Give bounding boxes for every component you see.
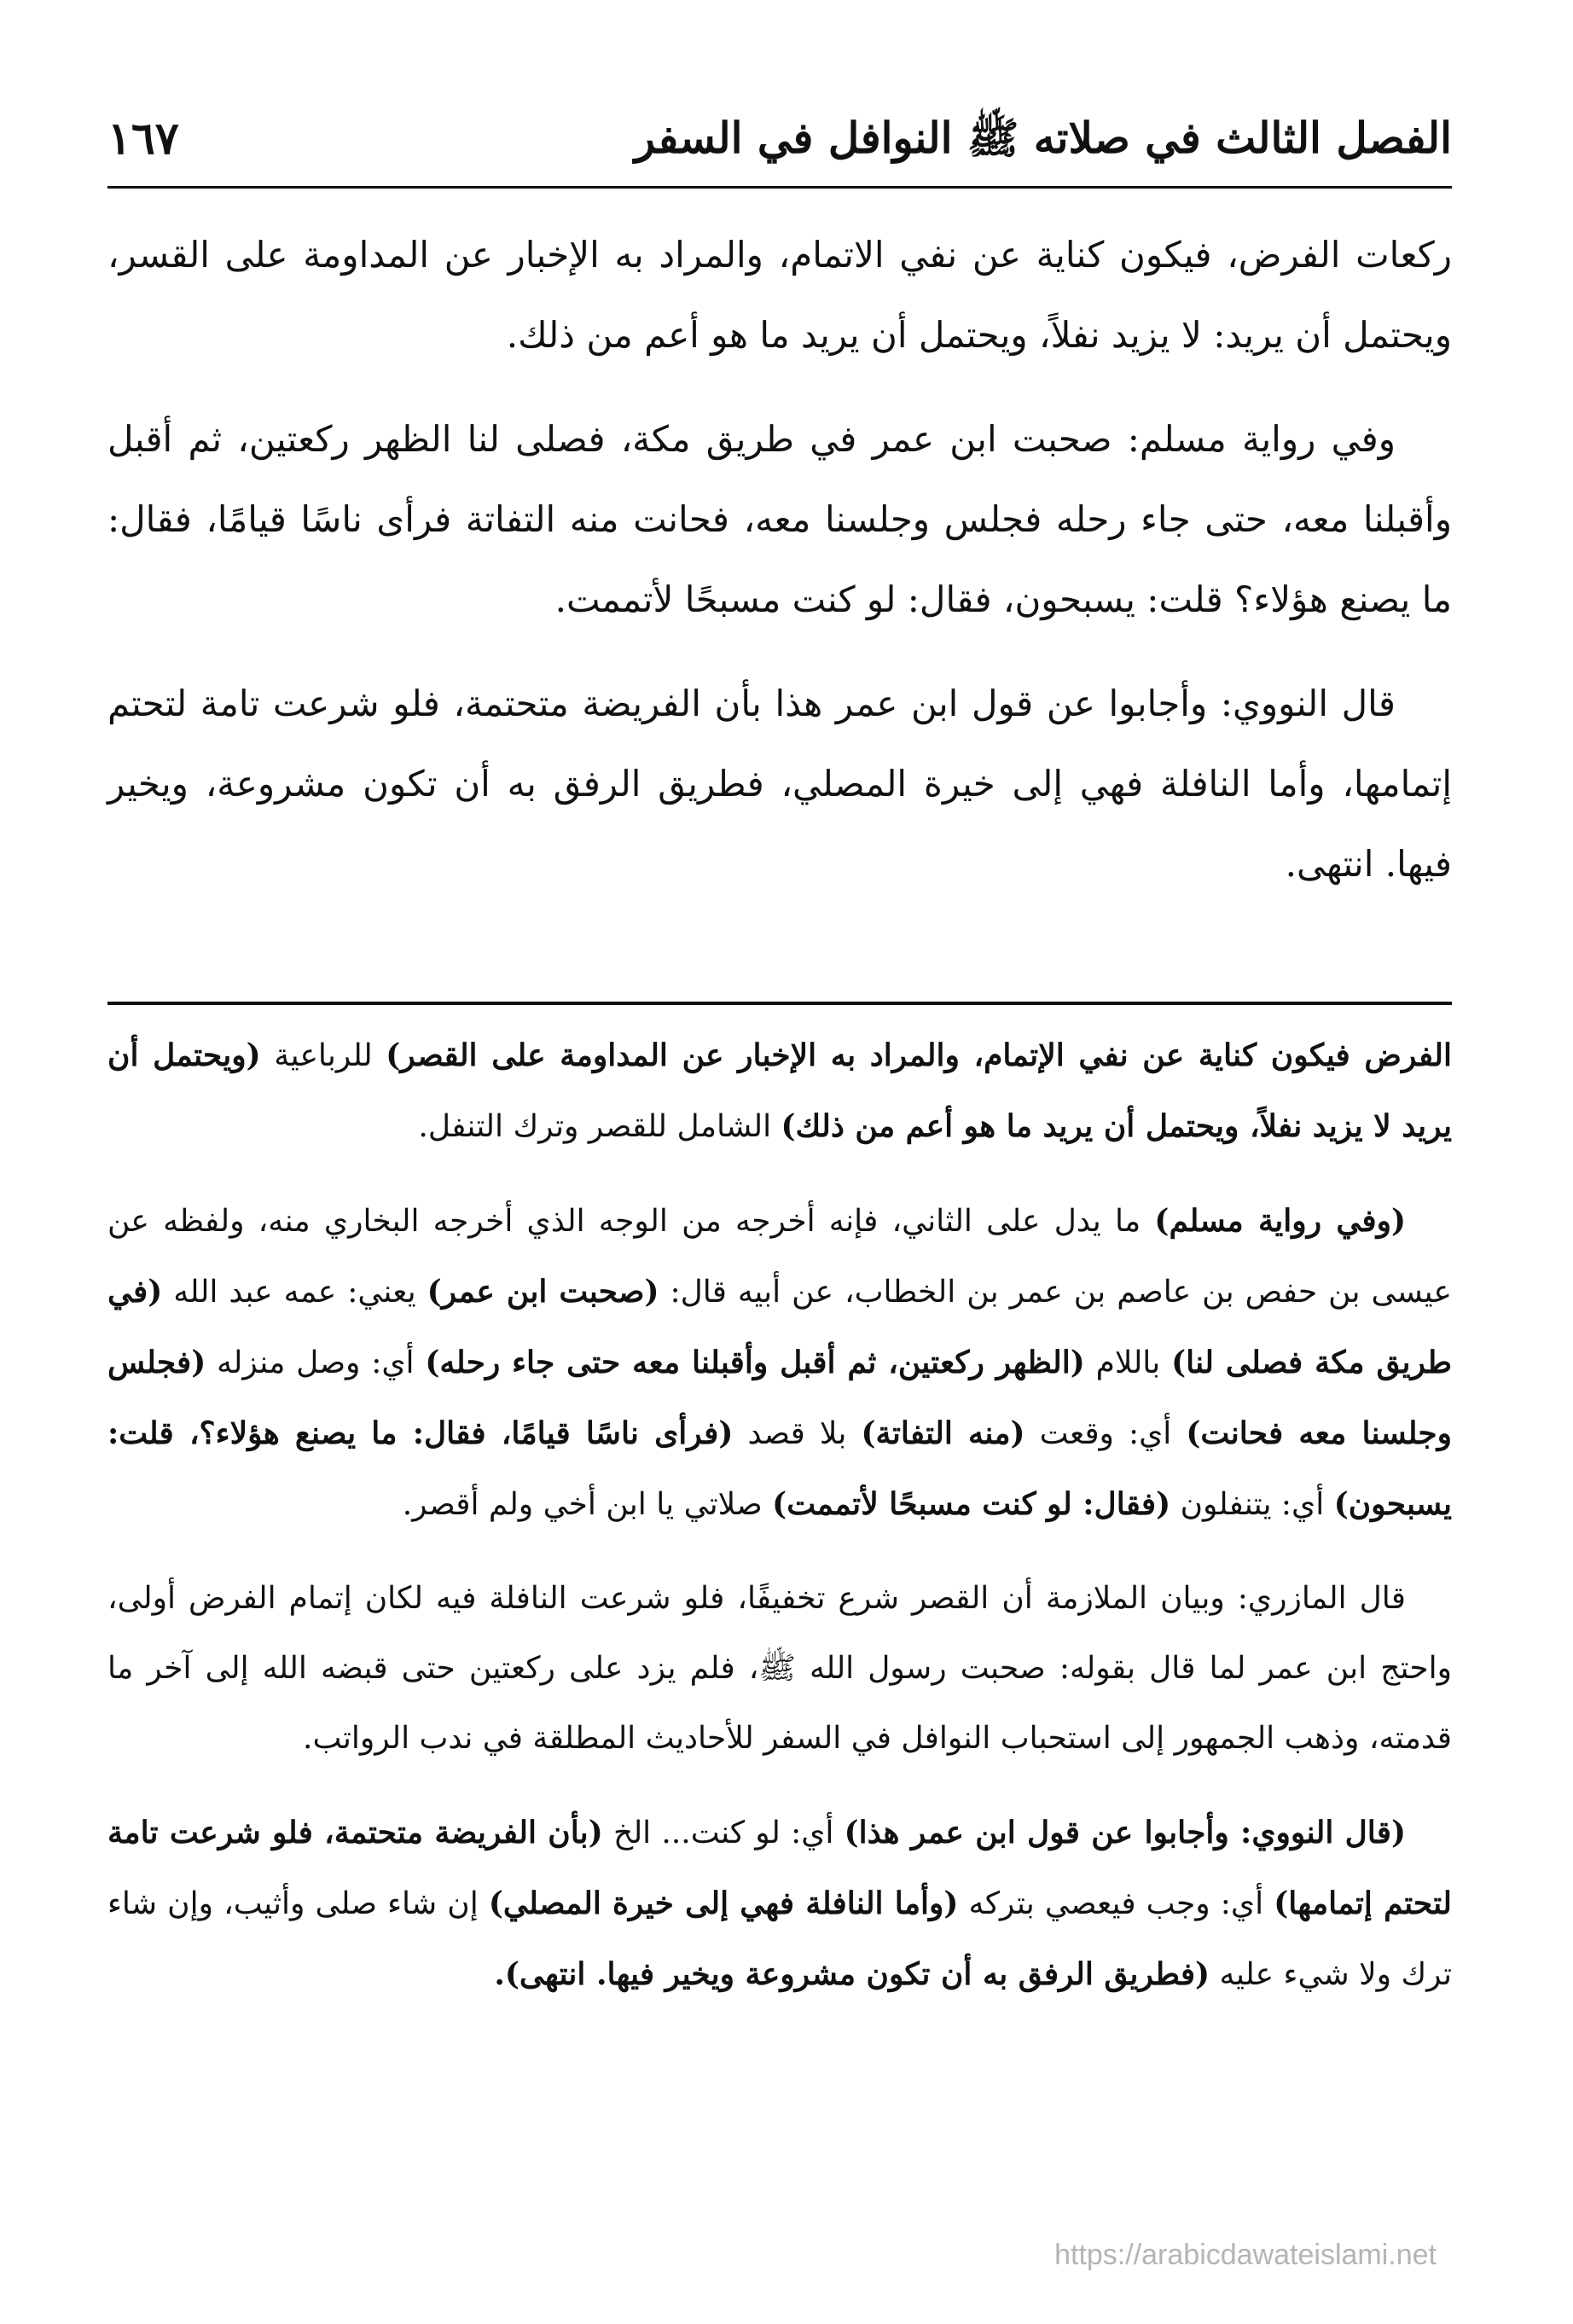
commentary-text: أي: وجب فيعصي بتركه [958, 1886, 1274, 1921]
quoted-matn-text: (فقال: لو كنت مسبحًا لأتممت) [772, 1486, 1171, 1522]
commentary-text: بلا قصد [733, 1416, 862, 1451]
commentary-text: أي: وقعت [1024, 1416, 1187, 1451]
quoted-matn-text: (صحبت ابن عمر) [427, 1274, 659, 1310]
quoted-matn-text: (منه التفاتة) [861, 1415, 1025, 1451]
commentary-text: أي: وصل منزله [206, 1345, 426, 1380]
watermark-url: https://arabicdawateislami.net [1054, 2239, 1437, 2271]
commentary-paragraph [107, 1798, 1452, 2010]
commentary-text: باللام [1084, 1345, 1172, 1380]
commentary-text: يعني: عمه عبد الله [162, 1275, 427, 1310]
commentary-paragraph: قال المازري: وبيان الملازمة أن القصر شرع تخفيفًا، فلو شرعت النافلة فيه لكان إتمام الفرض أولى، واحتج ابن عمر لما قال بقوله: صحبت رسول الله ﷺ، فلم يزد على ركعتين حتى قبضه الله إلى آخر ما قدمته، وذهب الجمهور إلى استحباب النوافل في السفر للأحاديث المطلقة في ندب الرواتب. [107, 1581, 1452, 1756]
commentary-paragraph [107, 1186, 1452, 1540]
commentary-divider [107, 1002, 1452, 1005]
main-paragraph: قال النووي: وأجابوا عن قول ابن عمر هذا بأن الفريضة متحتمة، فلو شرعت تامة لتحتم إتمامها، وأما النافلة فهي إلى خيرة المصلي، فطريق الرفق به أن تكون مشروعة، ويخير فيها. انتهى. [107, 683, 1452, 885]
commentary-text: أي: يتنفلون [1170, 1487, 1334, 1522]
quoted-matn-text: (قال النووي: وأجابوا عن قول ابن عمر هذا) [844, 1815, 1407, 1850]
commentary [107, 1020, 1452, 2034]
main-paragraph: ركعات الفرض، فيكون كناية عن نفي الاتمام، والمراد به الإخبار عن المداومة على القسر، ويحتمل أن يريد: لا يزيد نفلاً، ويحتمل أن يريد ما هو أعم من ذلك. [107, 234, 1452, 356]
quoted-matn-text: (فطريق الرفق به أن تكون مشروعة ويخير فيها. انتهى). [494, 1956, 1210, 1992]
quoted-matn-text: (ويحتمل أن يريد لا يزيد نفلاً، ويحتمل أن يريد ما هو أعم من ذلك) [107, 1037, 1452, 1144]
page-number: ١٦٧ [107, 113, 179, 165]
running-title: الفصل الثالث في صلاته ﷺ النوافل في السفر [634, 113, 1452, 163]
quoted-matn-text: (وفي رواية مسلم) [1154, 1203, 1406, 1239]
commentary-text: ما يدل على الثاني، فإنه أخرجه من الوجه الذي أخرجه البخاري منه، ولفظه عن عيسى بن حفص بن عاصم بن عمر بن الخطاب، عن أبيه قال: [107, 1204, 1453, 1310]
commentary-text: للرباعية [260, 1038, 386, 1073]
commentary-text: الشامل للقصر وترك التنفل. [418, 1109, 781, 1144]
page-header [107, 102, 1452, 188]
commentary-paragraph [107, 1020, 1452, 1162]
quoted-matn-text: الفرض فيكون كناية عن نفي الإتمام، والمراد به الإخبار عن المداومة على القصر) [386, 1037, 1452, 1073]
main-text [107, 215, 1452, 928]
quoted-matn-text: (فرأى ناسًا قيامًا، فقال: ما يصنع هؤلاء؟، قلت: يسبحون) [107, 1415, 1452, 1522]
commentary-text: إن شاء صلى وأثيب، وإن شاء ترك ولا شيء عليه [107, 1886, 1452, 1992]
quoted-matn-text: (بأن الفريضة متحتمة، فلو شرعت تامة لتحتم إتمامها) [107, 1815, 1453, 1921]
commentary-text: صلاتي يا ابن أخي ولم أقصر. [402, 1487, 773, 1522]
header-divider [107, 186, 1452, 189]
quoted-matn-text: (في طريق مكة فصلى لنا) [107, 1274, 1453, 1380]
quoted-matn-text: (الظهر ركعتين، ثم أقبل وأقبلنا معه حتى جاء رحله) [425, 1345, 1085, 1380]
quoted-matn-text: (فجلس وجلسنا معه فحانت) [107, 1345, 1453, 1451]
commentary-text: أي: لو كنت... الخ [602, 1816, 845, 1850]
quoted-matn-text: (وأما النافلة فهي إلى خيرة المصلي) [488, 1885, 959, 1921]
main-paragraph: وفي رواية مسلم: صحبت ابن عمر في طريق مكة، فصلى لنا الظهر ركعتين، ثم أقبل وأقبلنا معه، حتى جاء رحله فجلس وجلسنا معه، فحانت منه التفاتة فرأى ناسًا قيامًا، فقال: ما يصنع هؤلاء؟ قلت: يسبحون، فقال: لو كنت مسبحًا لأتممت. [107, 418, 1452, 620]
